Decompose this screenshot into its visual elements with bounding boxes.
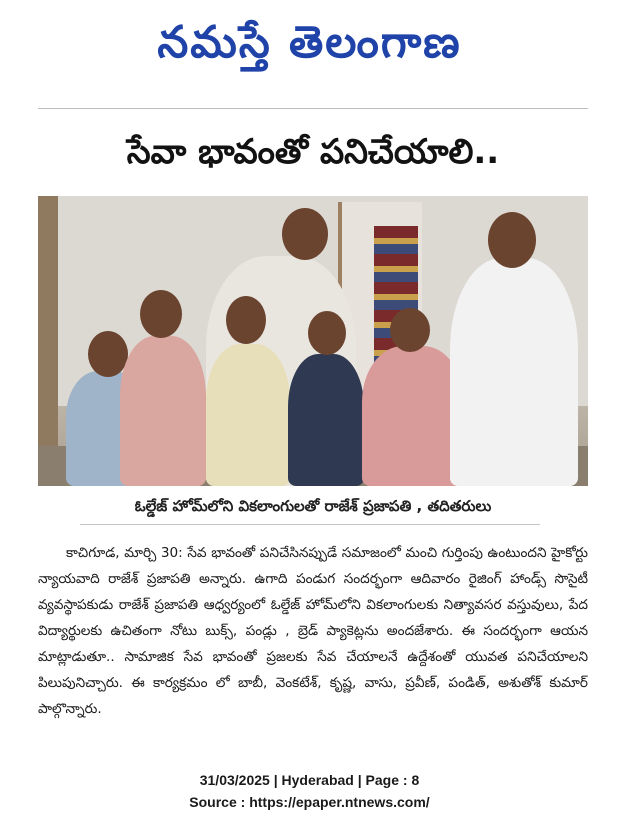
- caption-divider: [80, 524, 540, 525]
- person-man-2: [450, 258, 578, 486]
- photo-door-frame: [38, 196, 58, 486]
- person-woman-head: [390, 308, 430, 352]
- photo-caption: ఓల్డేజ్ హోమ్‌లోని వికలాంగులతో రాజేశ్ ప్రజాపతి , తదితరులు: [134, 497, 492, 515]
- article-paragraph: కాచిగూడ, మార్చి 30: సేవ భావంతో పనిచేసినప్పుడే సమాజంలో మంచి గుర్తింపు ఉంటుందని హైకోర్టు న్యాయవాది రాజేశ్ ప్రజాపతి అన్నారు. ఉగాది పండుగ సందర్భంగా ఆదివారం రైజింగ్ హాండ్స్ సొసైటీ వ్యవస్థాపకుడు రాజేశ్ ప్రజాపతి ఆధ్వర్యంలో ఓల్డేజ్ హోమ్‌లోని వికలాంగులకు నిత్యావసర వస్తువులు, పేద విద్యార్థులకు ఉచితంగా నోటు బుక్స్, పండ్లు , బ్రెడ్ ప్యాకెట్లను అందజేశారు. ఈ సందర్భంగా ఆయన మాట్లాడుతూ.. సామాజిక సేవ భావంతో ప్రజలకు సేవ చేయాలనే ఉద్దేశంతో యువత పనిచేయాలని పిలుపునిచ్చారు. ఈ కార్యక్రమం లో బాబీ, వెంకటేశ్, కృష్ణ, వాసు, ప్రవీణ్, పండిత్, అశుతోశ్ కుమార్ పాల్గొన్నారు.: [38, 545, 588, 717]
- publication-meta: 31/03/2025 | Hyderabad | Page : 8: [199, 772, 420, 788]
- header-divider: [38, 108, 588, 109]
- article-headline: సేవా భావంతో పనిచేయాలి..: [126, 132, 500, 172]
- article-photo: [38, 196, 588, 486]
- person-woman: [362, 346, 464, 486]
- person-child-3: [206, 344, 290, 486]
- person-child-3-head: [226, 296, 266, 344]
- person-child-4-head: [308, 311, 346, 355]
- person-child-2: [120, 336, 206, 486]
- newspaper-masthead: నమస్తే తెలంగాణ: [157, 17, 462, 68]
- source-line: Source : https://epaper.ntnews.com/: [189, 794, 430, 810]
- person-child-1-head: [88, 331, 128, 377]
- person-man-2-head: [488, 212, 536, 268]
- person-man-1-head: [282, 208, 328, 260]
- person-child-4: [288, 354, 364, 486]
- person-child-2-head: [140, 290, 182, 338]
- article-body: [38, 540, 588, 748]
